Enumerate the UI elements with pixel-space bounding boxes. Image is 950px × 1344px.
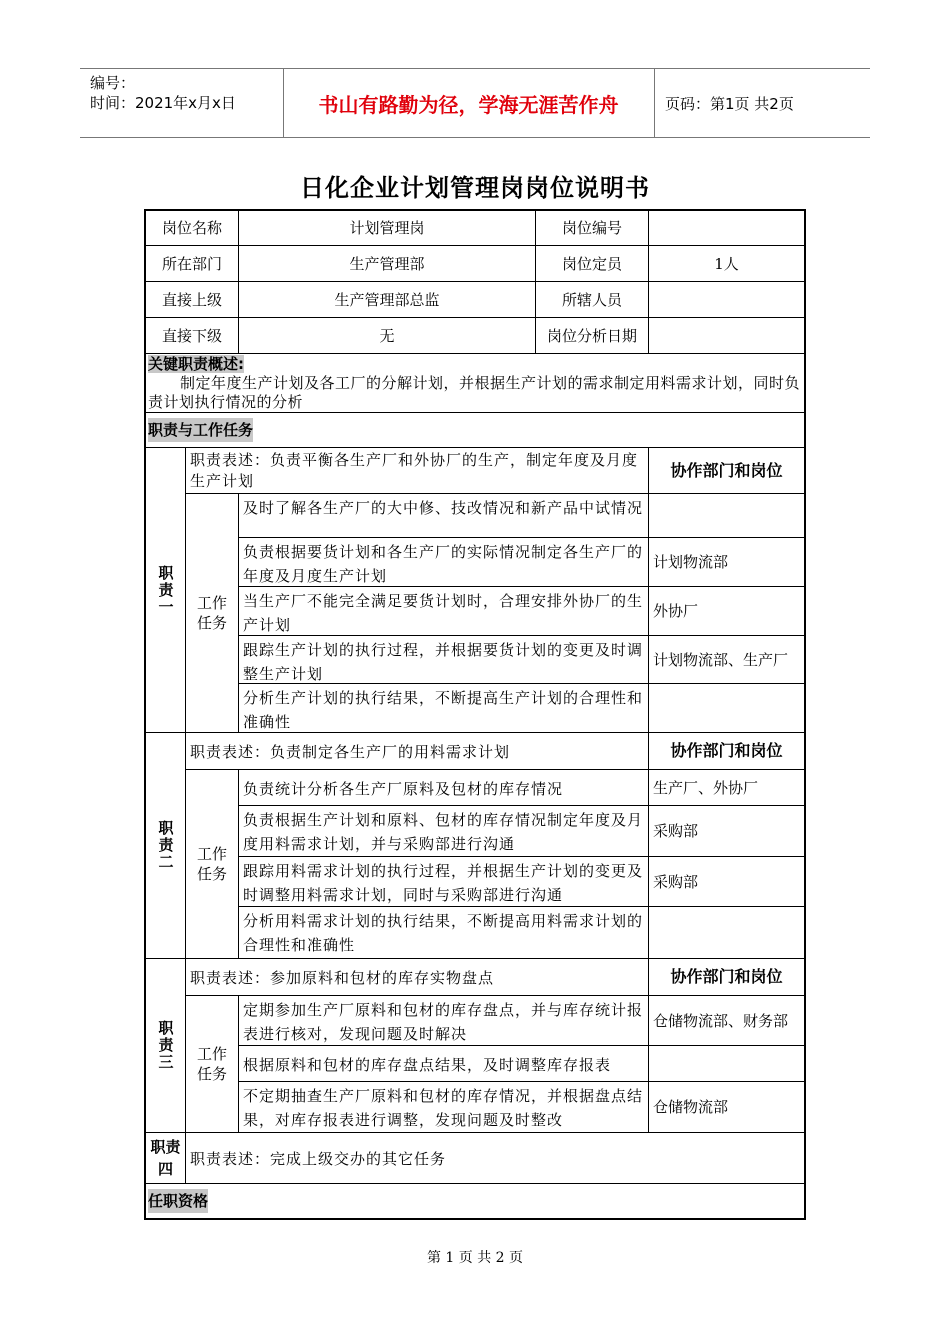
value-department: 生产管理部 — [239, 246, 536, 282]
document-title: 日化企业计划管理岗岗位说明书 — [300, 174, 650, 202]
label-position-name: 岗位名称 — [146, 211, 239, 246]
qualification-heading: 任职资格 — [148, 1189, 208, 1213]
duty2-task-1: 负责统计分析各生产厂原料及包材的库存情况 — [239, 770, 649, 806]
value-superior: 生产管理部总监 — [239, 282, 536, 318]
label-department: 所在部门 — [146, 246, 239, 282]
duty2-desc: 职责表述：负责制定各生产厂的用料需求计划 — [186, 733, 649, 770]
duty1-task-3: 当生产厂不能完全满足要货计划时，合理安排外协厂的生产计划 — [239, 587, 649, 636]
duty2-task-4-collab — [649, 907, 804, 959]
duty3-collab-heading: 协作部门和岗位 — [649, 959, 804, 996]
label-position-code: 岗位编号 — [536, 211, 649, 246]
duty2-task-1-collab: 生产厂、外协厂 — [649, 770, 804, 806]
duty1-task-5: 分析生产计划的执行结果，不断提高生产计划的合理性和准确性 — [239, 684, 649, 733]
duty2-task-3: 跟踪用料需求计划的执行过程，并根据生产计划的变更及时调整用料需求计划，同时与采购部进行沟通 — [239, 857, 649, 907]
value-headcount: 1人 — [649, 246, 804, 282]
value-direct-report: 无 — [239, 318, 536, 354]
label-subordinates: 所辖人员 — [536, 282, 649, 318]
duty1-task-2-collab: 计划物流部 — [649, 538, 804, 587]
duty1-desc: 职责表述：负责平衡各生产厂和外协厂的生产，制定年度及月度生产计划 — [186, 448, 649, 494]
duty1-task-5-collab — [649, 684, 804, 733]
duty2-task-2: 负责根据生产计划和原料、包材的库存情况制定年度及月度用料需求计划，并与采购部进行沟通 — [239, 806, 649, 857]
duty3-task-3-collab: 仓储物流部 — [649, 1082, 804, 1133]
label-headcount: 岗位定员 — [536, 246, 649, 282]
header-page: 页码：第1页 共2页 — [665, 94, 794, 113]
value-position-code — [649, 211, 804, 246]
duty3-label: 职责三 — [146, 959, 186, 1133]
duty1-collab-heading: 协作部门和岗位 — [649, 448, 804, 494]
header-meta — [90, 73, 236, 113]
duty4-label: 职责四 — [146, 1133, 186, 1184]
value-position-name: 计划管理岗 — [239, 211, 536, 246]
duty1-label: 职责一 — [146, 448, 186, 733]
job-description-table — [144, 209, 806, 1220]
duty3-desc: 职责表述：参加原料和包材的库存实物盘点 — [186, 959, 649, 996]
value-analysis-date — [649, 318, 804, 354]
page-header — [80, 68, 870, 138]
duties-heading: 职责与工作任务 — [148, 418, 253, 442]
duty2-task-4: 分析用料需求计划的执行结果，不断提高用料需求计划的合理性和准确性 — [239, 907, 649, 959]
duty1-tasks-label: 工作任务 — [186, 494, 239, 733]
duty1-task-4-collab: 计划物流部、生产厂 — [649, 636, 804, 684]
value-subordinates — [649, 282, 804, 318]
duty3-tasks-label: 工作任务 — [186, 996, 239, 1133]
qualification-heading-row — [146, 1184, 804, 1218]
duty2-task-2-collab: 采购部 — [649, 806, 804, 857]
summary-block — [146, 354, 804, 413]
summary-text: 制定年度生产计划及各工厂的分解计划，并根据生产计划的需求制定用料需求计划，同时负责计划执行情况的分析 — [148, 374, 801, 411]
duty1-task-4: 跟踪生产计划的执行过程，并根据要货计划的变更及时调整生产计划 — [239, 636, 649, 684]
header-number: 编号： — [90, 74, 136, 92]
label-direct-report: 直接下级 — [146, 318, 239, 354]
duties-heading-row — [146, 413, 804, 448]
duty1-task-1: 及时了解各生产厂的大中修、技改情况和新产品中试情况 — [239, 494, 649, 538]
page-footer: 第 1 页 共 2 页 — [426, 1250, 524, 1266]
duty3-task-2: 根据原料和包材的库存盘点结果，及时调整库存报表 — [239, 1046, 649, 1082]
header-time: 时间：2021年x月x日 — [90, 94, 236, 112]
duty3-task-1: 定期参加生产厂原料和包材的库存盘点，并与库存统计报表进行核对，发现问题及时解决 — [239, 996, 649, 1046]
duty3-task-3: 不定期抽查生产厂原料和包材的库存情况，并根据盘点结果，对库存报表进行调整，发现问题及时整改 — [239, 1082, 649, 1133]
duty1-task-1-collab — [649, 494, 804, 538]
duty3-task-2-collab — [649, 1046, 804, 1082]
duty1-task-3-collab: 外协厂 — [649, 587, 804, 636]
label-analysis-date: 岗位分析日期 — [536, 318, 649, 354]
duty2-task-3-collab: 采购部 — [649, 857, 804, 907]
header-motto: 书山有路勤为径，学海无涯苦作舟 — [318, 92, 619, 117]
duty1-task-2: 负责根据要货计划和各生产厂的实际情况制定各生产厂的年度及月度生产计划 — [239, 538, 649, 587]
header-divider — [654, 69, 655, 137]
duty4-desc: 职责表述：完成上级交办的其它任务 — [186, 1133, 804, 1184]
duty2-label: 职责二 — [146, 733, 186, 959]
label-superior: 直接上级 — [146, 282, 239, 318]
duty2-tasks-label: 工作任务 — [186, 770, 239, 959]
summary-heading: 关键职责概述: — [148, 355, 244, 373]
duty3-task-1-collab: 仓储物流部、财务部 — [649, 996, 804, 1046]
duty2-collab-heading: 协作部门和岗位 — [649, 733, 804, 770]
